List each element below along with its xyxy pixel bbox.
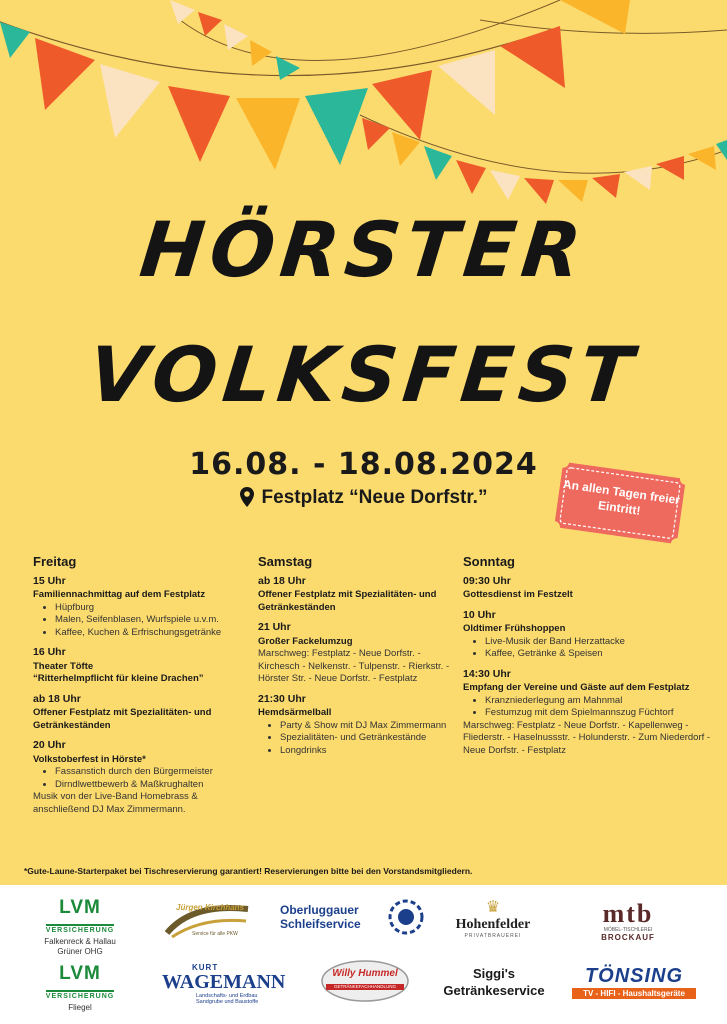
- event-title: Hemdsärmelball: [258, 707, 332, 718]
- event-time: 15 Uhr: [33, 574, 66, 587]
- event: [33, 693, 248, 733]
- event-title: Theater Töfte: [33, 660, 94, 672]
- event-time: ab 18 Uhr: [258, 574, 306, 587]
- footnote: *Gute-Laune-Starterpaket bei Tischreservierung garantiert! Reservierungen bitte bei den Vorstandsmitgliedern.: [24, 866, 473, 876]
- event-title: Oldtimer Frühshoppen: [463, 623, 566, 634]
- event-note: Musik von der Live-Band Homebrass & anschließend DJ Max Zimmermann.: [33, 791, 198, 815]
- event-note: Marschweg: Festplatz - Neue Dorfstr. - Kirchesch - Nelkenstr. - Tulpenstr. - Rierkstr. - Hörster Str. - Neue Dorfstr. - Festplatz: [258, 648, 450, 684]
- wagemann-sub1: Landschafts- und Erdbau: [196, 993, 258, 999]
- event-note: Marschweg: Festplatz - Neue Dorfstr. - Kapellenweg - Fliederstr. - Haselnussstr. - Holunderstr. - Zum Niederdorf - Neue Dorfstr. - Festplatz: [463, 719, 711, 756]
- event-bullets: [463, 695, 713, 720]
- day-heading: Sonntag: [463, 554, 515, 569]
- sponsor-lvm-fliegel: [30, 963, 130, 1013]
- day-heading: Freitag: [33, 554, 77, 569]
- mtb-sub: MÖBEL-TISCHLEREI: [603, 927, 653, 933]
- ticket-text: An allen Tagen freier Eintritt!: [562, 476, 681, 518]
- event-time: 14:30 Uhr: [463, 667, 511, 680]
- schedule-sunday: [463, 556, 713, 764]
- juergen-logo: Jürgen Kirchhans: [176, 903, 245, 912]
- juergen-tag: Service für alle PKW: [192, 931, 238, 937]
- sponsor-hummel: [320, 959, 410, 1003]
- event: [33, 646, 248, 686]
- bullet: • Longdrinks: [280, 745, 453, 758]
- event: [33, 575, 248, 640]
- event-title: Volkstoberfest in Hörste*: [33, 753, 146, 765]
- oberluggauer-line1: Oberluggauer: [280, 903, 359, 917]
- wagemann-kurt: KURT: [192, 963, 219, 972]
- event-time: 21 Uhr: [258, 621, 291, 633]
- event: [463, 609, 713, 661]
- event-bullets: [33, 766, 248, 791]
- event-time: 21:30 Uhr: [258, 692, 306, 705]
- event: [258, 621, 453, 686]
- bullet: • Kaffee, Kuchen & Erfrischungsgetränke: [55, 627, 248, 640]
- day-heading: Samstag: [258, 554, 313, 569]
- lvm-logo-sub: VERSICHERUNG: [46, 924, 114, 934]
- event-time: 20 Uhr: [33, 739, 66, 751]
- event-time: 10 Uhr: [463, 608, 496, 621]
- schedule-saturday: [258, 556, 453, 764]
- event: [463, 668, 713, 758]
- sponsor-mtb: [588, 901, 668, 942]
- title-line-1: HÖRSTER: [135, 205, 592, 294]
- bullet: • Kranzniederlegung am Mahnmal: [485, 695, 713, 708]
- mtb-name: BROCKAUF: [601, 933, 655, 942]
- hummel-oval: [320, 959, 410, 1003]
- toensing-sub: TV - HIFI - Haushaltsgeräte: [572, 988, 696, 999]
- event-bullets: [258, 720, 453, 758]
- event-time: 09:30 Uhr: [463, 574, 511, 587]
- sponsor-siggi: [436, 965, 552, 999]
- bullet: • Spezialitäten- und Getränkestände: [280, 732, 453, 745]
- event: [33, 739, 248, 816]
- bullet: • Kaffee, Getränke & Speisen: [485, 648, 713, 661]
- sponsor-caption: Falkenreck & Hallau: [44, 937, 116, 946]
- bullet: • Fassanstich durch den Bürgermeister: [55, 766, 248, 779]
- toensing-logo: TÖNSING: [584, 965, 684, 987]
- grinding-wheel-icon: [388, 899, 424, 935]
- sponsor-juergen: [162, 897, 252, 947]
- hohenfelder-sub: PRIVATBRAUEREI: [464, 933, 522, 939]
- wagemann-logo: WAGEMANN: [162, 971, 286, 993]
- event-title: Familiennachmittag auf dem Festplatz: [33, 589, 206, 600]
- event-title: Offener Festplatz mit Spezialitäten- und Getränkeständen: [258, 589, 437, 613]
- sponsor-caption: Fliegel: [68, 1003, 92, 1012]
- event: [258, 693, 453, 758]
- siggi-line2: Getränkeservice: [443, 983, 545, 998]
- event-title: Offener Festplatz mit Spezialitäten- und Getränkeständen: [33, 707, 212, 731]
- location-pin-icon: [240, 487, 254, 507]
- event-bullets: [33, 602, 248, 640]
- bullet: • Dirndlwettbewerb & Maßkrughalten: [55, 779, 248, 792]
- event-time: ab 18 Uhr: [33, 692, 81, 705]
- event-title: Empfang der Vereine und Gäste auf dem Festplatz: [463, 682, 690, 693]
- siggi-line1: Siggi's: [472, 966, 516, 981]
- sponsor-lvm-falkenreck: [30, 897, 130, 957]
- sponsor-oberluggauer: [280, 903, 415, 931]
- event: [463, 575, 713, 602]
- event-time: 16 Uhr: [33, 646, 66, 658]
- event-bullets: [463, 636, 713, 661]
- sponsor-wagemann: [162, 963, 286, 1005]
- sponsor-toensing: [572, 965, 696, 999]
- bunting-flags: [0, 0, 727, 210]
- bullet: • Malen, Seifenblasen, Wurfspiele u.v.m.: [55, 614, 248, 627]
- event-dates: 16.08. - 18.08.2024: [189, 447, 538, 482]
- hummel-logo: Willy Hummel: [332, 968, 398, 979]
- schedule-friday: [33, 556, 248, 823]
- hummel-sub: GETRÄNKEFACHHANDLUNG: [333, 984, 396, 989]
- event-title: Großer Fackelumzug: [258, 635, 353, 647]
- wagemann-sub2: Sandgrube und Baustoffe: [196, 999, 259, 1005]
- sponsor-hohenfelder: [448, 897, 538, 939]
- mtb-logo: mtb: [602, 899, 654, 928]
- lvm-logo: LVM: [59, 963, 101, 984]
- lvm-logo-sub: VERSICHERUNG: [46, 990, 114, 1000]
- event: [258, 575, 453, 615]
- bullet: • Festumzug mit dem Spielmannszug Füchtorf: [485, 707, 713, 720]
- oberluggauer-line2: Schleifservice: [280, 917, 361, 931]
- venue-label: Festplatz “Neue Dorfstr.”: [261, 487, 488, 508]
- event-subtitle: “Ritterhelmpflicht für kleine Drachen”: [33, 673, 204, 684]
- bullet: • Live-Musik der Band Herzattacke: [485, 636, 713, 649]
- title-line-2: VOLKSFEST: [84, 330, 643, 419]
- lvm-logo: LVM: [59, 897, 101, 918]
- event-title: Gottesdienst im Festzelt: [463, 589, 573, 600]
- bullet: • Party & Show mit DJ Max Zimmermann: [280, 720, 453, 733]
- hohenfelder-logo: Hohenfelder: [455, 917, 531, 932]
- crown-icon: ♛: [485, 899, 501, 916]
- sponsor-strip: [0, 885, 727, 1024]
- bullet: • Hüpfburg: [55, 602, 248, 615]
- sponsor-caption: Grüner OHG: [57, 947, 103, 956]
